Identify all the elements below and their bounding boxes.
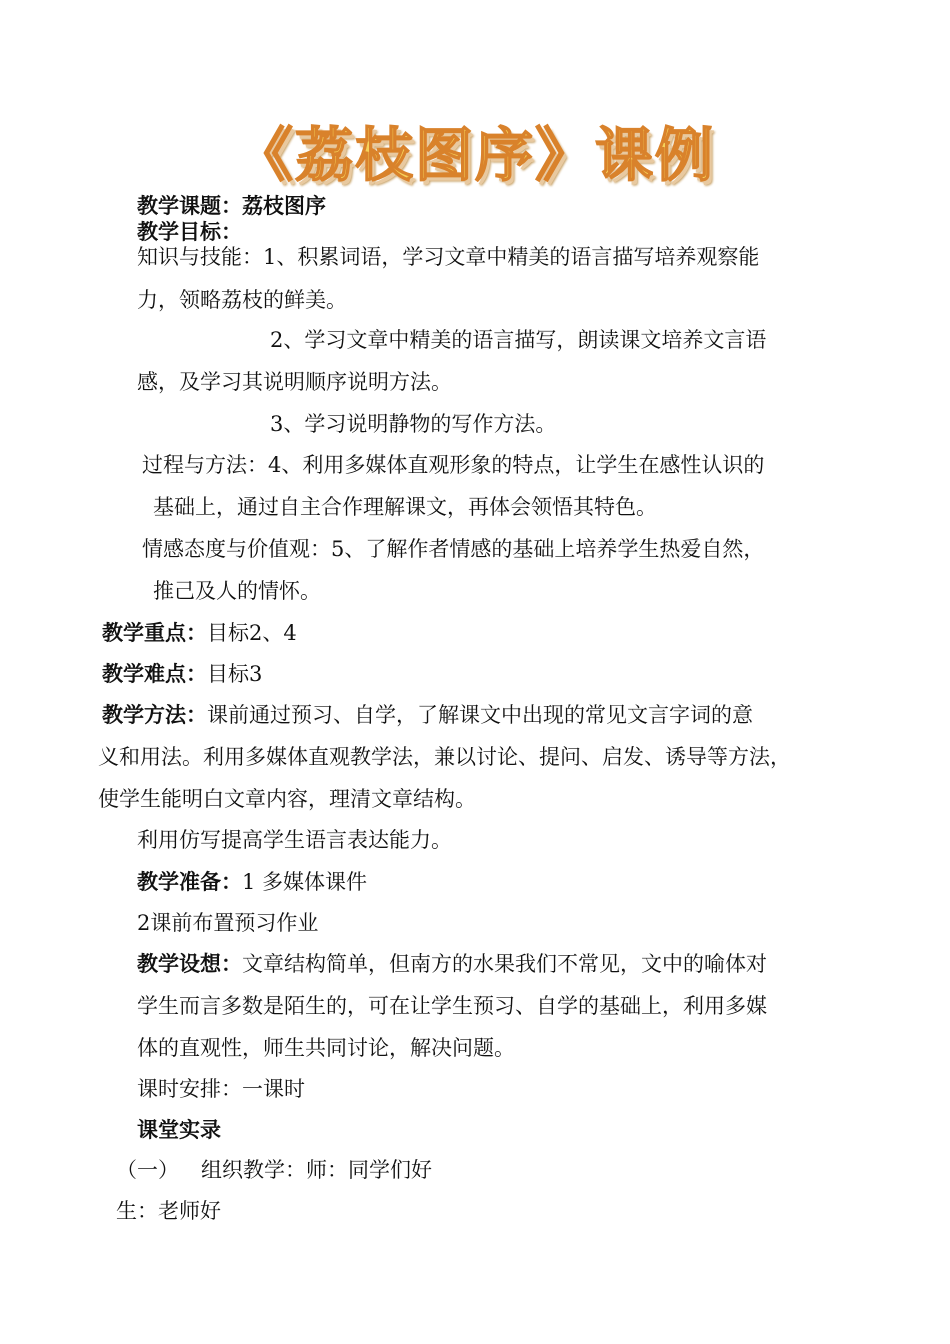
difficulty-value: 目标3 (207, 662, 263, 686)
method-line-1 (102, 701, 753, 729)
topic-value: 荔枝图序 (242, 193, 326, 218)
document-title: 《荔枝图序》课例 (234, 121, 715, 189)
knowledge-line-2: 力，领略荔枝的鲜美。 (137, 288, 347, 312)
idea-line-3: 体的直观性，师生共同讨论，解决问题。 (137, 1036, 515, 1060)
process-line-2: 基础上，通过自主合作理解课文，再体会领悟其特色。 (153, 495, 657, 519)
idea-line-2: 学生而言多数是陌生的，可在让学生预习、自学的基础上，利用多媒 (137, 994, 767, 1018)
method-label: 教学方法： (102, 702, 207, 727)
prep-line-2: 2课前布置预习作业 (137, 911, 319, 935)
idea-label: 教学设想： (137, 951, 242, 976)
method-text-1: 课前通过预习、自学，了解课文中出现的常见文言字词的意 (207, 703, 753, 727)
method-line-4: 利用仿写提高学生语言表达能力。 (137, 828, 452, 852)
idea-line-1 (137, 950, 767, 978)
emotion-line-2: 推己及人的情怀。 (153, 579, 321, 603)
goal2-line-2: 感，及学习其说明顺序说明方法。 (137, 370, 452, 394)
topic-label: 教学课题： (137, 193, 242, 218)
goals-label: 教学目标： (137, 219, 242, 244)
student-reply: 生：老师好 (116, 1199, 221, 1223)
difficulty-line (102, 660, 262, 688)
topic-line (137, 192, 326, 220)
schedule-line: 课时安排：一课时 (137, 1077, 305, 1101)
key-point-value: 目标2、4 (207, 621, 297, 645)
process-line-1: 过程与方法：4、利用多媒体直观形象的特点，让学生在感性认识的 (142, 453, 765, 477)
knowledge-line-1: 知识与技能：1、积累词语，学习文章中精美的语言描写培养观察能 (137, 245, 760, 269)
method-line-3: 使学生能明白文章内容，理清文章结构。 (98, 787, 476, 811)
idea-text-1: 文章结构简单，但南方的水果我们不常见，文中的喻体对 (242, 952, 767, 976)
step1-line (116, 1156, 432, 1184)
step1-number: （一） (116, 1158, 179, 1182)
goal3-line: 3、学习说明静物的写作方法。 (270, 412, 557, 436)
goal2-line-1: 2、学习文章中精美的语言描写，朗读课文培养文言语 (270, 328, 767, 352)
prep-label: 教学准备： (137, 869, 242, 894)
prep-line-1 (137, 868, 367, 896)
key-point-label: 教学重点： (102, 620, 207, 645)
key-point-line (102, 619, 297, 647)
method-line-2: 义和用法。利用多媒体直观教学法，兼以讨论、提问、启发、诱导等方法， (98, 745, 791, 769)
emotion-line-1: 情感态度与价值观：5、了解作者情感的基础上培养学生热爱自然， (142, 537, 765, 561)
difficulty-label: 教学难点： (102, 661, 207, 686)
record-heading: 课堂实录 (137, 1117, 221, 1142)
step1-text: 组织教学：师：同学们好 (201, 1158, 432, 1182)
prep-value-1: 1 多媒体课件 (242, 870, 368, 894)
